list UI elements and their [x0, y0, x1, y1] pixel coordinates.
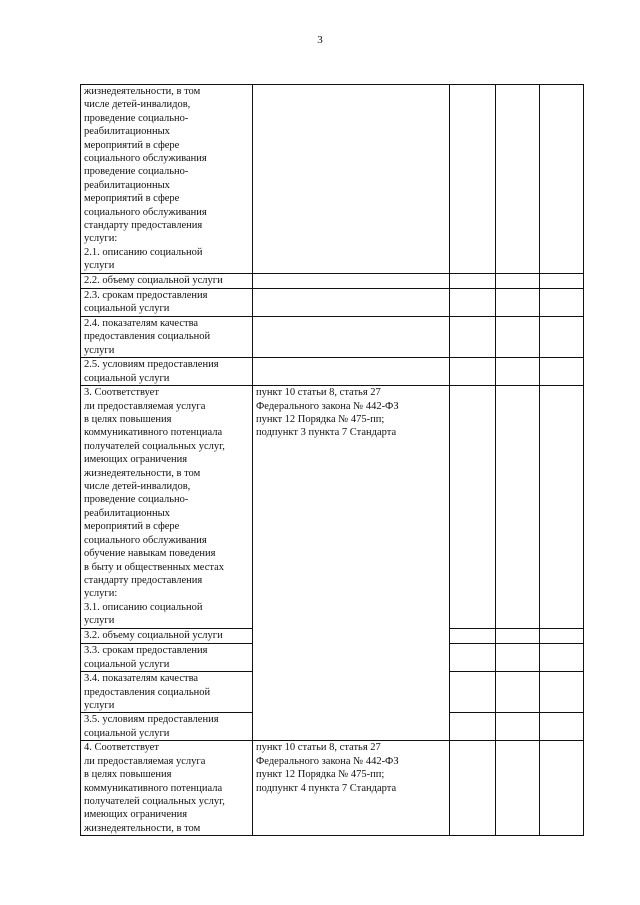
answer-yes-cell	[450, 644, 496, 672]
answer-no-cell	[496, 289, 540, 317]
answer-na-cell	[540, 629, 584, 644]
basis-cell: пункт 10 статьи 8, статья 27 Федерального закона № 442-ФЗ пункт 12 Порядка № 475-пп; подпункт 3 пункта 7 Стандарта	[253, 386, 450, 741]
question-cell: 3.5. условиям предоставления социальной услуги	[81, 713, 253, 741]
table-row	[81, 85, 584, 274]
answer-no-cell	[496, 713, 540, 741]
answer-yes-cell	[450, 274, 496, 289]
answer-yes-cell	[450, 289, 496, 317]
answer-no-cell	[496, 386, 540, 629]
answer-no-cell	[496, 741, 540, 836]
answer-yes-cell	[450, 672, 496, 713]
answer-yes-cell	[450, 358, 496, 386]
table-row	[81, 289, 584, 317]
answer-no-cell	[496, 317, 540, 358]
answer-na-cell	[540, 386, 584, 629]
answer-yes-cell	[450, 317, 496, 358]
basis-cell	[253, 317, 450, 358]
question-cell: 2.2. объему социальной услуги	[81, 274, 253, 289]
answer-no-cell	[496, 629, 540, 644]
table-row	[81, 386, 584, 629]
answer-no-cell	[496, 644, 540, 672]
question-cell: 2.4. показателям качества предоставления социальной услуги	[81, 317, 253, 358]
answer-na-cell	[540, 85, 584, 274]
basis-cell	[253, 289, 450, 317]
answer-na-cell	[540, 274, 584, 289]
basis-cell	[253, 274, 450, 289]
question-cell: 3.4. показателям качества предоставления социальной услуги	[81, 672, 253, 713]
answer-na-cell	[540, 713, 584, 741]
answer-na-cell	[540, 672, 584, 713]
answer-no-cell	[496, 274, 540, 289]
answer-yes-cell	[450, 386, 496, 629]
question-cell: 3.2. объему социальной услуги	[81, 629, 253, 644]
page-number: 3	[317, 34, 323, 46]
answer-no-cell	[496, 358, 540, 386]
answer-yes-cell	[450, 85, 496, 274]
answer-no-cell	[496, 672, 540, 713]
question-cell: 4. Соответствует ли предоставляемая услуга в целях повышения коммуникативного потенциала получателей социальных услуг, имеющих ограничения жизнедеятельности, в том	[81, 741, 253, 836]
basis-cell: пункт 10 статьи 8, статья 27 Федерального закона № 442-ФЗ пункт 12 Порядка № 475-пп; подпункт 4 пункта 7 Стандарта	[253, 741, 450, 836]
table-row	[81, 358, 584, 386]
table-row	[81, 741, 584, 836]
answer-na-cell	[540, 741, 584, 836]
answer-na-cell	[540, 644, 584, 672]
table-row	[81, 274, 584, 289]
answer-no-cell	[496, 85, 540, 274]
answer-yes-cell	[450, 713, 496, 741]
question-cell: 3. Соответствует ли предоставляемая услуга в целях повышения коммуникативного потенциала получателей социальных услуг, имеющих ограничения жизнедеятельности, в том числе детей-инвалидов, проведение социально- реабилитационных мероприятий в сфере социального обслуживания обучение навыкам поведения в быту и общественных местах стандарту предоставления услуги: 3.1. описанию социальной услуги	[81, 386, 253, 629]
answer-yes-cell	[450, 741, 496, 836]
question-cell: жизнедеятельности, в том числе детей-инвалидов, проведение социально- реабилитационных мероприятий в сфере социального обслуживания проведение социально- реабилитационных мероприятий в сфере социального обслуживания стандарту предоставления услуги: 2.1. описанию социальной услуги	[81, 85, 253, 274]
basis-cell	[253, 358, 450, 386]
question-cell: 2.3. срокам предоставления социальной услуги	[81, 289, 253, 317]
answer-yes-cell	[450, 629, 496, 644]
question-cell: 3.3. срокам предоставления социальной услуги	[81, 644, 253, 672]
checklist-table	[80, 84, 584, 836]
table-row	[81, 317, 584, 358]
question-cell: 2.5. условиям предоставления социальной услуги	[81, 358, 253, 386]
answer-na-cell	[540, 317, 584, 358]
answer-na-cell	[540, 358, 584, 386]
basis-cell	[253, 85, 450, 274]
answer-na-cell	[540, 289, 584, 317]
